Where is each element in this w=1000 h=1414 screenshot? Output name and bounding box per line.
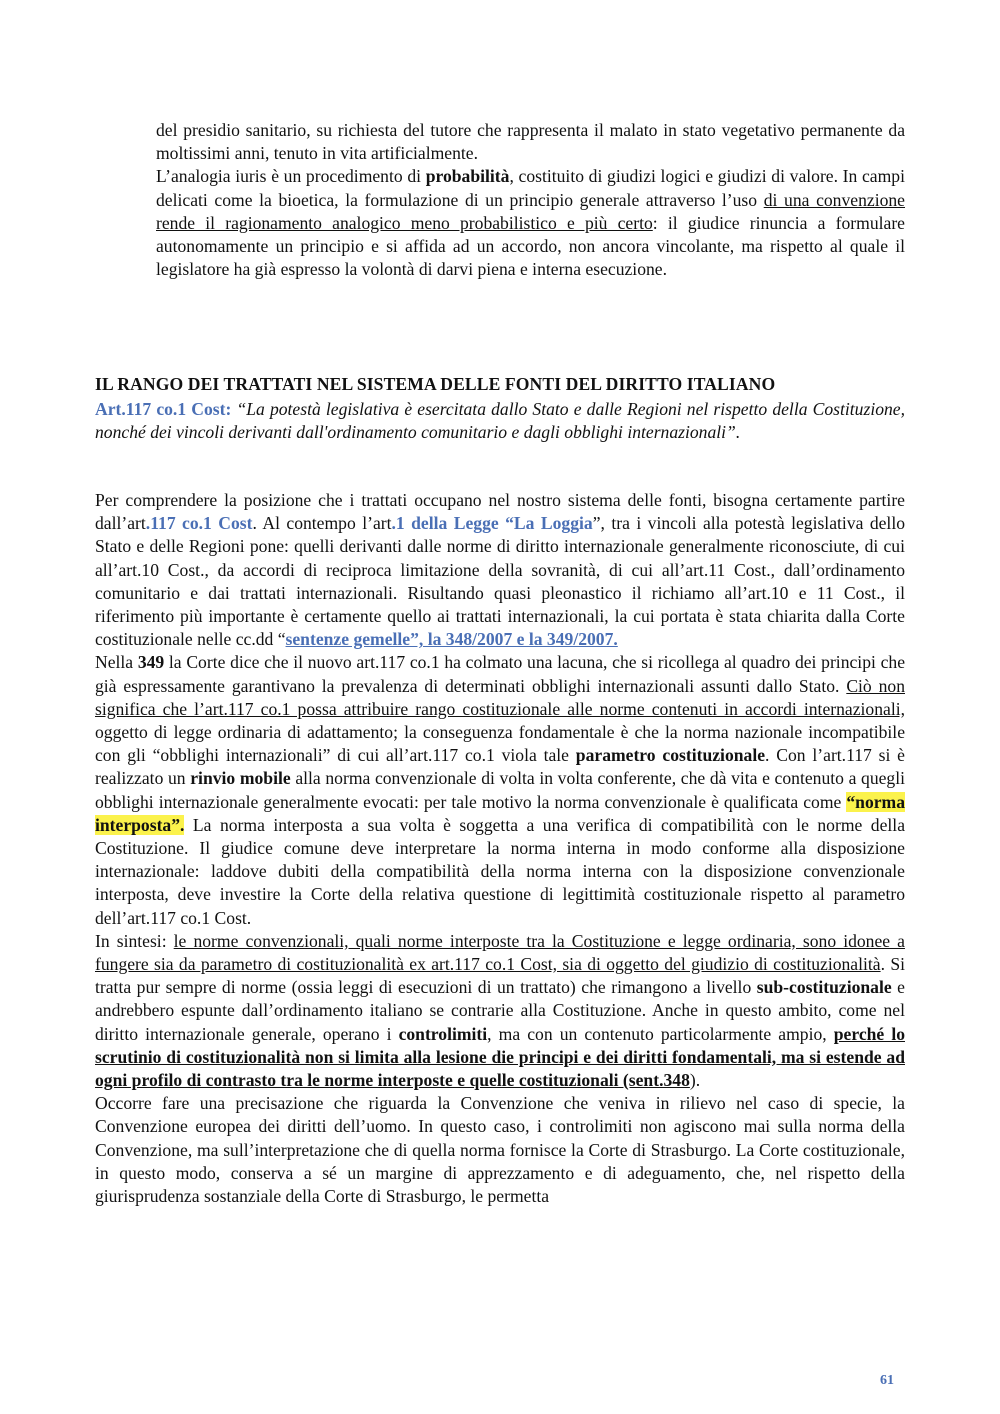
paragraph [95,651,905,929]
sentenze-gemelle-link[interactable]: sentenze gemelle”, la 348/2007 e la 349/2007. [285,629,618,650]
paragraph-text: : il giudice rinuncia a formulare autonomamente un principio e si affida ad un accordo, non ancora vincolante, ma rispetto al quale il legislatore ha già espresso la volontà di darvi piena e interna esecuzione. [156,212,905,280]
paragraph-text: , costituito di giudizi logici e giudizi di valore. In campi delicati come la bioetica, la formulazione di un principio generale attraverso l’uso [156,166,905,210]
paragraph-text: In sintesi: [95,930,174,951]
quote-text: “La potestà legislativa è esercitata dallo Stato e dalle Regioni nel rispetto della Costituzione, nonché dei vincoli derivanti dall'ordinamento comunitario e dagli obblighi internazionali”. [95,399,906,443]
bold-term: rinvio mobile [190,768,291,789]
underlined-text: le norme convenzionali, quali norme interposte tra la Costituzione e legge ordinaria, sono idonee a fungere sia da parametro di costituzionalità ex art.117 co.1 Cost, sia di oggetto del giudizio di costituzionalità [95,930,905,975]
paragraph-text: Occorre fare una precisazione che riguarda la Convenzione che veniva in rilievo nel caso di specie, la Convenzione europea dei diritti dell’uomo. In questo caso, i controlimiti non agiscono mai sulla norma della Convenzione, ma sull’interpretazione che di quella norma fornisce la Corte di Strasburgo. La Corte costituzionale, in questo modo, conserva a sé un margine di apprezzamento e di adeguamento, che, nel rispetto della giurisprudenza sostanziale della Corte di Strasburgo, le permetta [95,1093,905,1207]
article-reference: .117 co.1 Cost [145,513,253,534]
paragraph-text: ”, tra i vincoli alla potestà legislativa dello Stato e delle Regioni pone: quelli derivanti dalle norme di diritto internazionale generalmente riconosciute, di cui all’art.10 Cost., da accordi di reciproca limitazione della sovranità, di cui all’art.11 Cost., dall’ordinamento comunitario e dai trattati internazionali. Risultando quasi pleonastico il richiamo all’art.10 e 11 Cost., il riferimento più importante è certamente quello ai trattati internazionali, la cui portata è stata chiarita dalla Corte costituzionale nelle cc.dd “ [95,513,905,650]
paragraph-text: . Al contempo l’art [252,513,392,534]
paragraph [95,489,905,651]
paragraph-text: la Corte dice che il nuovo art.117 co.1 ha colmato una lacuna, che si ricollega al quadro dei principi che già espressamente garantivano la prevalenza di determinati obblighi internazionali assunti dallo Stato. [95,652,905,696]
page-number: 61 [880,1373,894,1388]
paragraph-text: alla norma convenzionale di volta in volta conferente, che dà vita e contenuto a quegli obblighi internazionale generalmente evocati: per tale motivo la norma convenzionale è qualificata come [95,768,905,812]
paragraph [156,165,905,281]
paragraph-text: . Si tratta pur sempre di norme (ossia leggi di esecuzioni di un trattato) che rimangono a livello [95,954,905,998]
paragraph [156,119,905,165]
paragraph-text: . Con l’art.117 si è realizzato un [95,745,905,789]
paragraph-text: Per comprendere la posizione che i trattati occupano nel nostro sistema delle fonti, bisogna certamente partire dall’art [95,490,905,534]
main-text-block [95,489,905,1208]
bold-term: sub-costituzionale [756,977,892,998]
paragraph-text: Nella [95,652,138,673]
section-heading: IL RANGO DEI TRATTATI NEL SISTEMA DELLE FONTI DEL DIRITTO ITALIANO [95,374,776,394]
paragraph-text: ). [689,1070,701,1091]
article-reference: Art.117 co.1 Cost: [95,399,232,419]
bold-term: controlimiti [398,1023,488,1044]
bold-underlined-text: perché lo scrutinio di costituzionalità non si limita alla lesione die principi e dei diritti fondamentali, ma si estende ad ogni profilo di contrasto tra le norme interposte e quelle costituzionali (sent.348 [95,1023,905,1091]
law-reference: .1 della Legge “La Loggia [391,513,593,534]
bold-term: parametro costituzionale [575,745,766,766]
bold-term: 349 [137,652,165,673]
underlined-text: di una convenzione rende il ragionamento analogico meno probabilistico e più certo [156,189,905,233]
paragraph [95,1092,905,1208]
paragraph-text: oggetto di legge ordinaria di adattamento; la conseguenza fondamentale è che la norma nazionale incompatibile con gli “obblighi internazionali” di cui all’art.117 co.1 viola tale [95,722,905,766]
underlined-text: Ciò non significa che l’art.117 co.1 possa attribuire rango costituzionale alle norme contenuti in accordi internazionali, [95,675,905,719]
intro-text-block [156,119,905,281]
article-quote [95,398,905,444]
paragraph-text: L’analogia iuris è un procedimento di [156,166,426,187]
paragraph [95,930,905,1092]
paragraph-text: del presidio sanitario, su richiesta del tutore che rappresenta il malato in stato vegetativo permanente da moltissimi anni, tenuto in vita artificialmente. [156,120,905,164]
bold-term: probabilità [425,166,510,187]
paragraph-text: La norma interposta a sua volta è soggetta a una verifica di compatibilità con le norme della Costituzione. Il giudice comune deve interpretare la norma interna in modo conforme alla disposizione internazionale: laddove dubiti della compatibilità della norma interna con la disposizione convenzionale interposta, deve investire la Corte della relativa questione di legittimità costituzionale rispetto al parametro dell’art.117 co.1 Cost. [95,814,905,928]
paragraph-text: e andrebbero espunte dall’ordinamento italiano se contrarie alla Costituzione. Anche in questo ambito, come nel diritto internazionale generale, operano i [95,977,905,1044]
highlighted-term: “norma interposta”. [95,791,905,835]
paragraph-text: , ma con un contenuto particolarmente ampio, [487,1023,834,1044]
